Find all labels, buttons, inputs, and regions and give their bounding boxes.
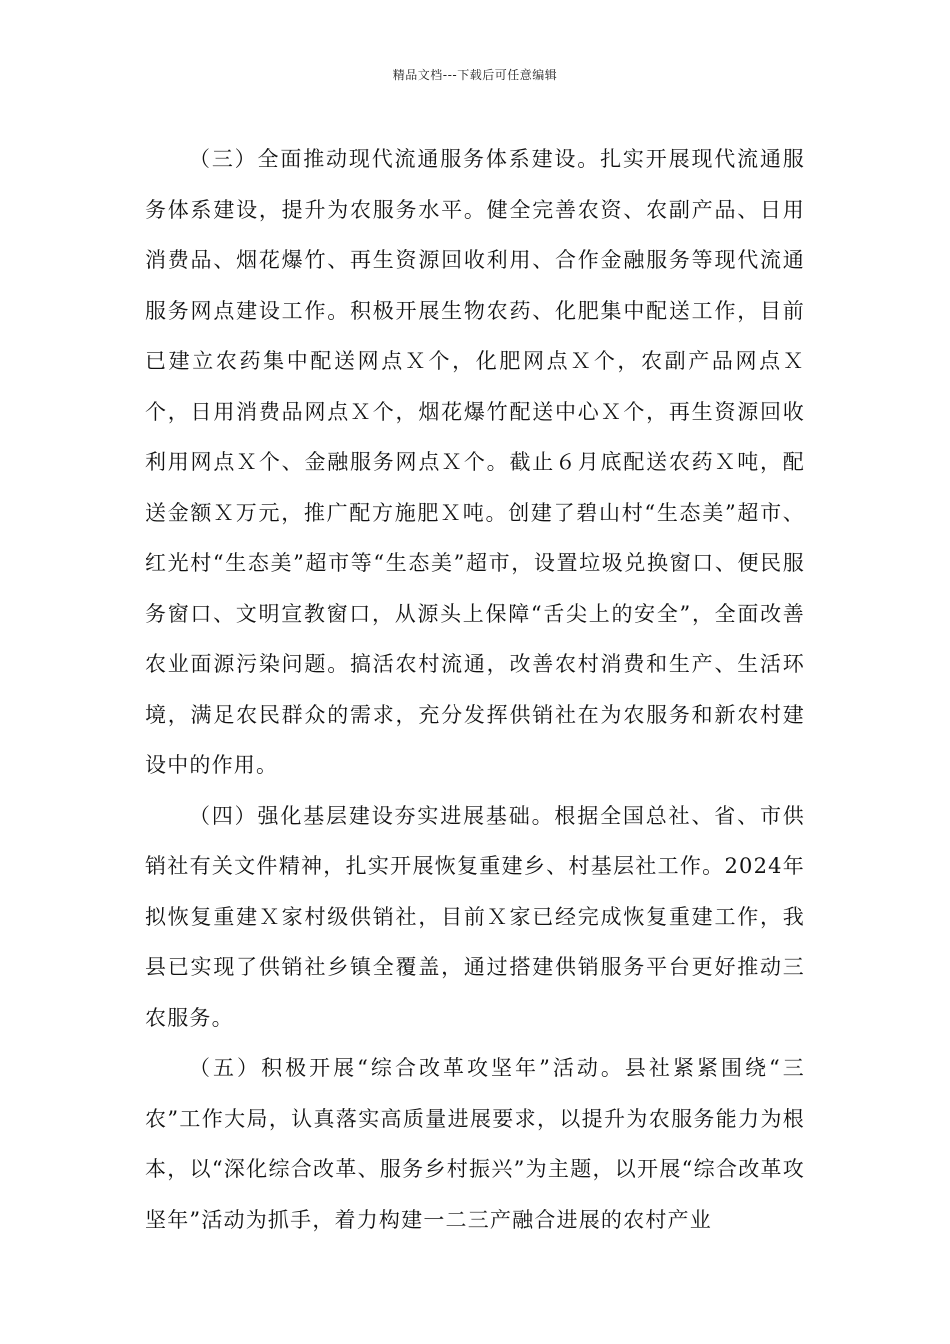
paragraph-4-grassroots-construction: （四）强化基层建设夯实进展基础。根据全国总社、省、市供销社有关文件精神，扎实开展恢复重建乡、村基层社工作。2024年拟恢复重建Ｘ家村级供销社，目前Ｘ家已经完成恢复重建工作，我县已实现了供销社乡镇全覆盖，通过搭建供销服务平台更好推动三农服务。 [145, 803, 805, 1030]
page-header: 精品文档---下载后可任意编辑 [392, 68, 558, 82]
paragraph-3-circulation-services: （三）全面推动现代流通服务体系建设。扎实开展现代流通服务体系建设，提升为农服务水平。健全完善农资、农副产品、日用消费品、烟花爆竹、再生资源回收利用、合作金融服务等现代流通服务网点建设工作。积极开展生物农药、化肥集中配送工作，目前已建立农药集中配送网点Ｘ个，化肥网点Ｘ个，农副产品网点Ｘ个，日用消费品网点Ｘ个，烟花爆竹配送中心Ｘ个，再生资源回收利用网点Ｘ个、金融服务网点Ｘ个。截止６月底配送农药Ｘ吨，配送金额Ｘ万元，推广配方施肥Ｘ吨。创建了碧山村“生态美”超市、红光村“生态美”超市等“生态美”超市，设置垃圾兑换窗口、便民服务窗口、文明宣教窗口，从源头上保障“舌尖上的安全”，全面改善农业面源污染问题。搞活农村流通，改善农村消费和生产、生活环境，满足农民群众的需求，充分发挥供销社在为农服务和新农村建设中的作用。 [145, 147, 805, 777]
document-body [145, 134, 805, 1245]
paragraph-5-comprehensive-reform: （五）积极开展“综合改革攻坚年”活动。县社紧紧围绕“三农”工作大局，认真落实高质量进展要求，以提升为农服务能力为根本，以“深化综合改革、服务乡村振兴”为主题，以开展“综合改革攻坚年”活动为抓手，着力构建一二三产融合进展的农村产业 [145, 1056, 805, 1232]
